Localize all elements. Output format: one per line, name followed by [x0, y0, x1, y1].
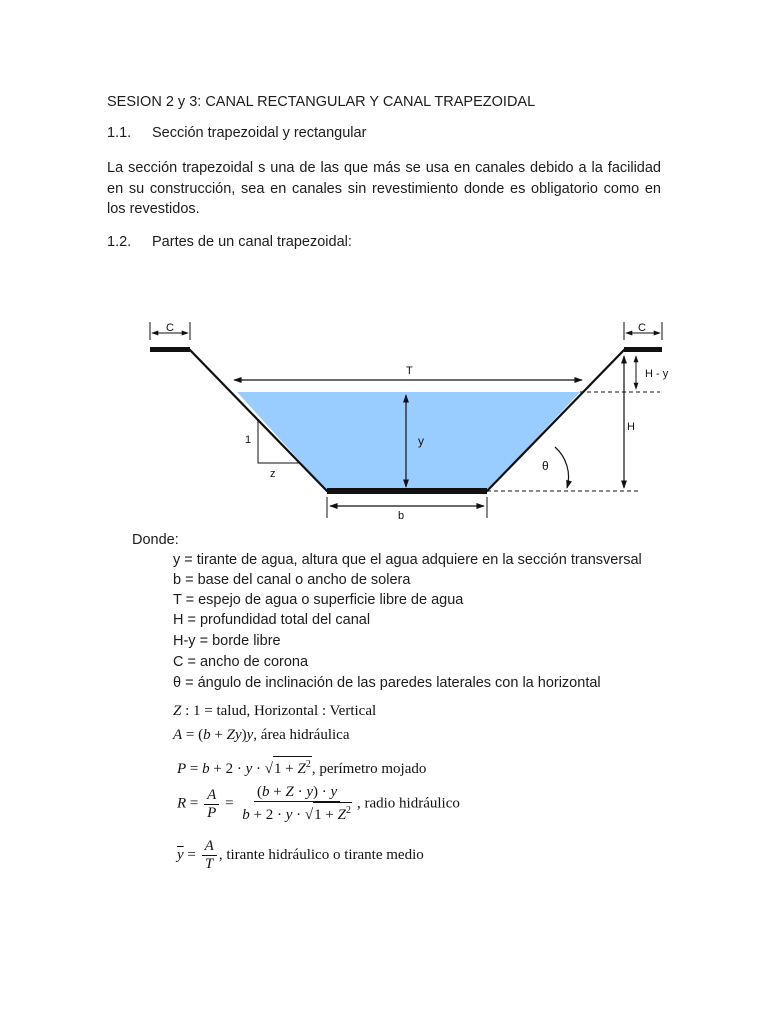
theta-arc: [555, 447, 569, 488]
label-t: T: [406, 365, 413, 377]
label-b: b: [398, 510, 405, 522]
section-1-2-heading: Partes de un canal trapezoidal:: [152, 234, 352, 250]
donde-label: Donde:: [132, 532, 179, 548]
section-1-1-number: 1.1.: [107, 125, 132, 141]
definition-y: y = tirante de agua, altura que el agua adquiere en la sección transversal: [173, 552, 642, 568]
label-c-left: C: [166, 322, 174, 334]
definition-b: b = base del canal o ancho de solera: [173, 572, 411, 588]
formula-talud: Z : 1 = talud, Horizontal : Vertical: [173, 703, 377, 719]
label-1: 1: [245, 434, 252, 446]
definition-t: T = espejo de agua o superficie libre de agua: [173, 592, 464, 608]
label-hy: H - y: [645, 368, 669, 380]
definition-h: H = profundidad total del canal: [173, 612, 371, 628]
page-title: SESION 2 y 3: CANAL RECTANGULAR Y CANAL TRAPEZOIDAL: [107, 94, 536, 110]
section-1-2-number: 1.2.: [107, 234, 132, 250]
definition-h-y: H-y = borde libre: [173, 633, 281, 649]
intro-paragraph: La sección trapezoidal s una de las que más se usa en canales debido a la facilidad en su construcción, sea en canales sin revestimiento donde es obligatorio como en los revestidos.: [107, 160, 661, 217]
definition-theta: θ = ángulo de inclinación de las paredes laterales con la horizontal: [173, 675, 601, 691]
right-crown: [624, 347, 662, 352]
formula-area: A = (b + Zy)y, área hidráulica: [173, 727, 350, 743]
formula-perimetro: $P = b + 2 \cdot y \cdot √1 + Z^2$, perímetro mojado: [177, 756, 426, 778]
label-h: H: [627, 421, 635, 433]
water-section: [237, 392, 580, 491]
label-theta: θ: [542, 459, 549, 473]
label-y: y: [418, 434, 424, 448]
left-crown: [150, 347, 190, 352]
formula-radio: R = $\frac{A}{P}$ = $\frac{(b + Z \cdot y) \cdot y}{b + 2 \cdot y \cdot √1 + Z^2}$ , radio hidráulico: [177, 784, 460, 823]
section-1-1-heading: Sección trapezoidal y rectangular: [152, 125, 367, 141]
definition-c: C = ancho de corona: [173, 654, 309, 670]
label-c-right: C: [638, 322, 646, 334]
formula-tirante-medio: $\overline{y}$ = $\frac{A}{T}$ , tirante hidráulico o tirante medio: [177, 838, 424, 872]
label-z: z: [270, 468, 276, 480]
channel-bed: [327, 488, 487, 494]
